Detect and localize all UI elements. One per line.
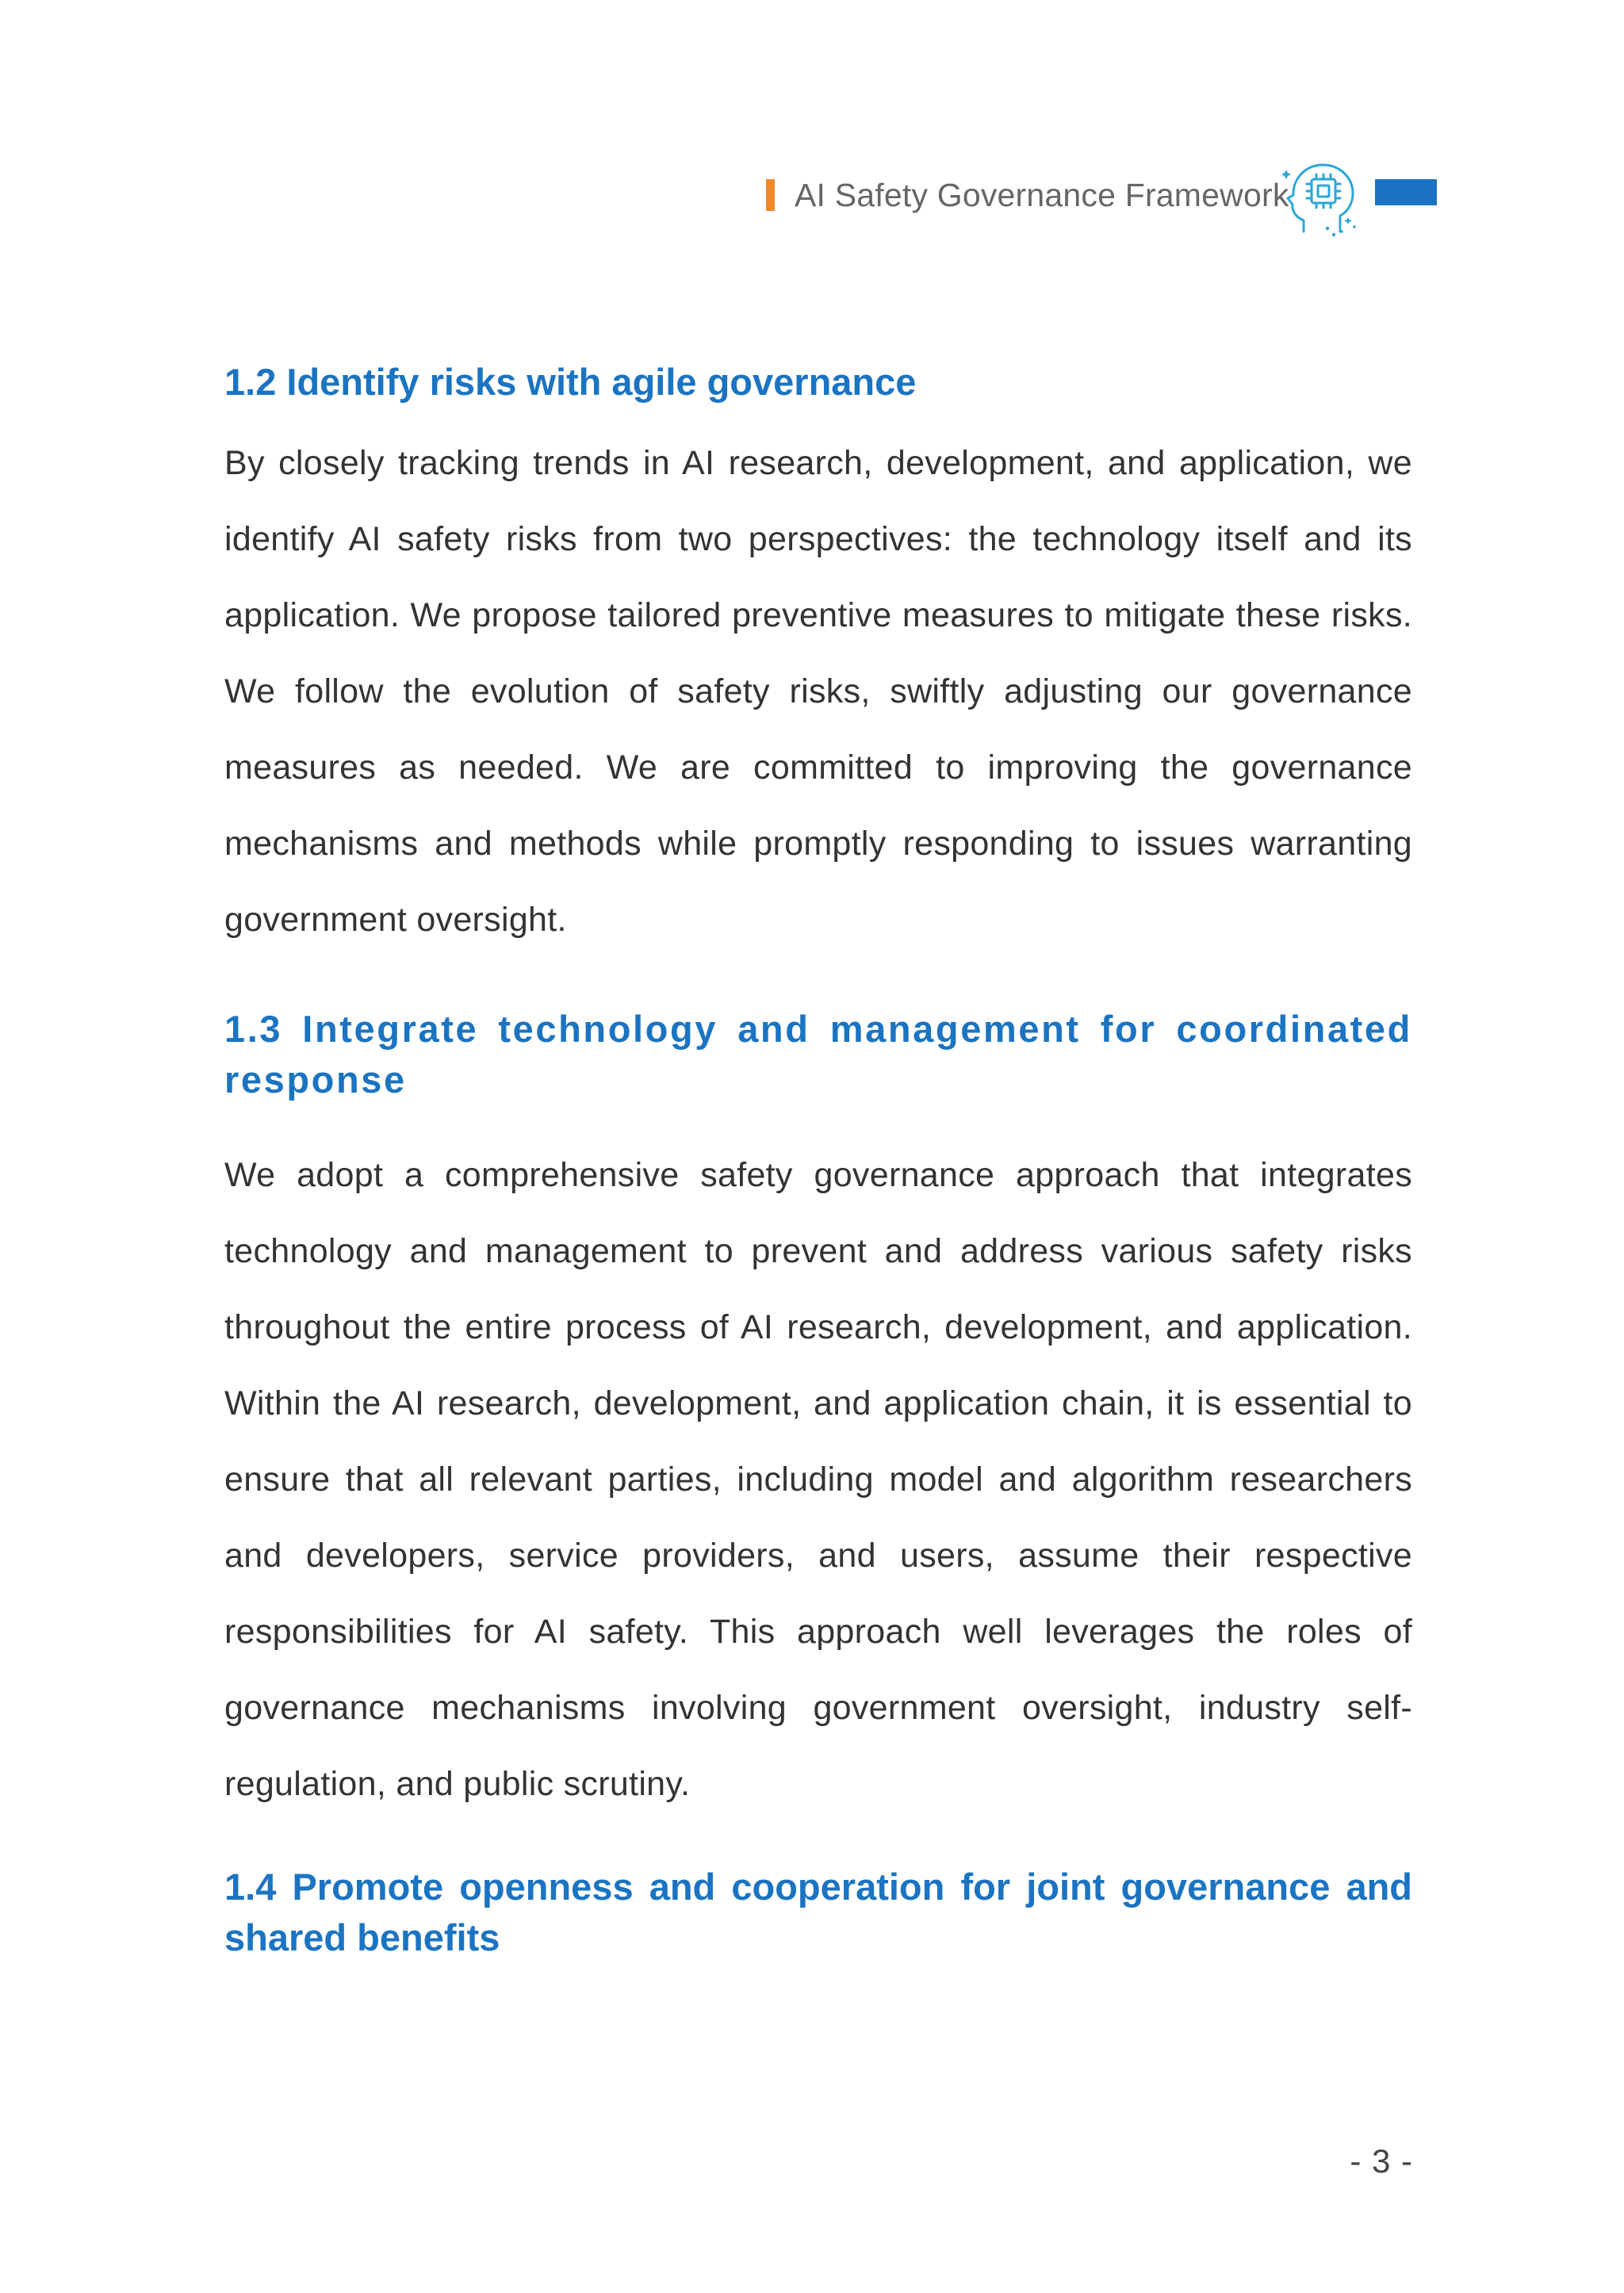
header-accent-bar: [766, 179, 775, 211]
header-blue-block: [1375, 179, 1437, 205]
section-heading-1-2: 1.2 Identify risks with agile governance: [224, 361, 917, 403]
header-title: AI Safety Governance Framework: [795, 177, 1289, 213]
section-paragraph-1-2: By closely tracking trends in AI research, development, and application, we identify AI safety risks from two perspectives: the technology itself and its application. We propose tailored preventive measures to mitigate these risks. We follow the evolution of safety risks, swiftly adjusting our governance measures as needed. We are committed to improving the governance mechanisms and methods while promptly responding to issues warranting government oversight.: [224, 444, 1412, 939]
ai-head-chip-icon: [1280, 155, 1359, 243]
section-heading-1-3: 1.3 Integrate technology and management for coordinated response: [224, 1008, 1412, 1101]
section-heading-1-4: 1.4 Promote openness and cooperation for joint governance and shared benefits: [224, 1866, 1412, 1958]
running-header: [761, 155, 1443, 243]
document-body: [224, 357, 1412, 1963]
section-paragraph-1-3: We adopt a comprehensive safety governance approach that integrates technology and management to prevent and address various safety risks throughout the entire process of AI research, development, and application. Within the AI research, development, and application chain, it is essential to ensure that all relevant parties, including model and algorithm researchers and developers, service providers, and users, assume their respective responsibilities for AI safety. This approach well leverages the roles of governance mechanisms involving government oversight, industry self-regulation, and public scrutiny.: [224, 1156, 1412, 1803]
page-number: - 3 -: [1350, 2142, 1413, 2180]
